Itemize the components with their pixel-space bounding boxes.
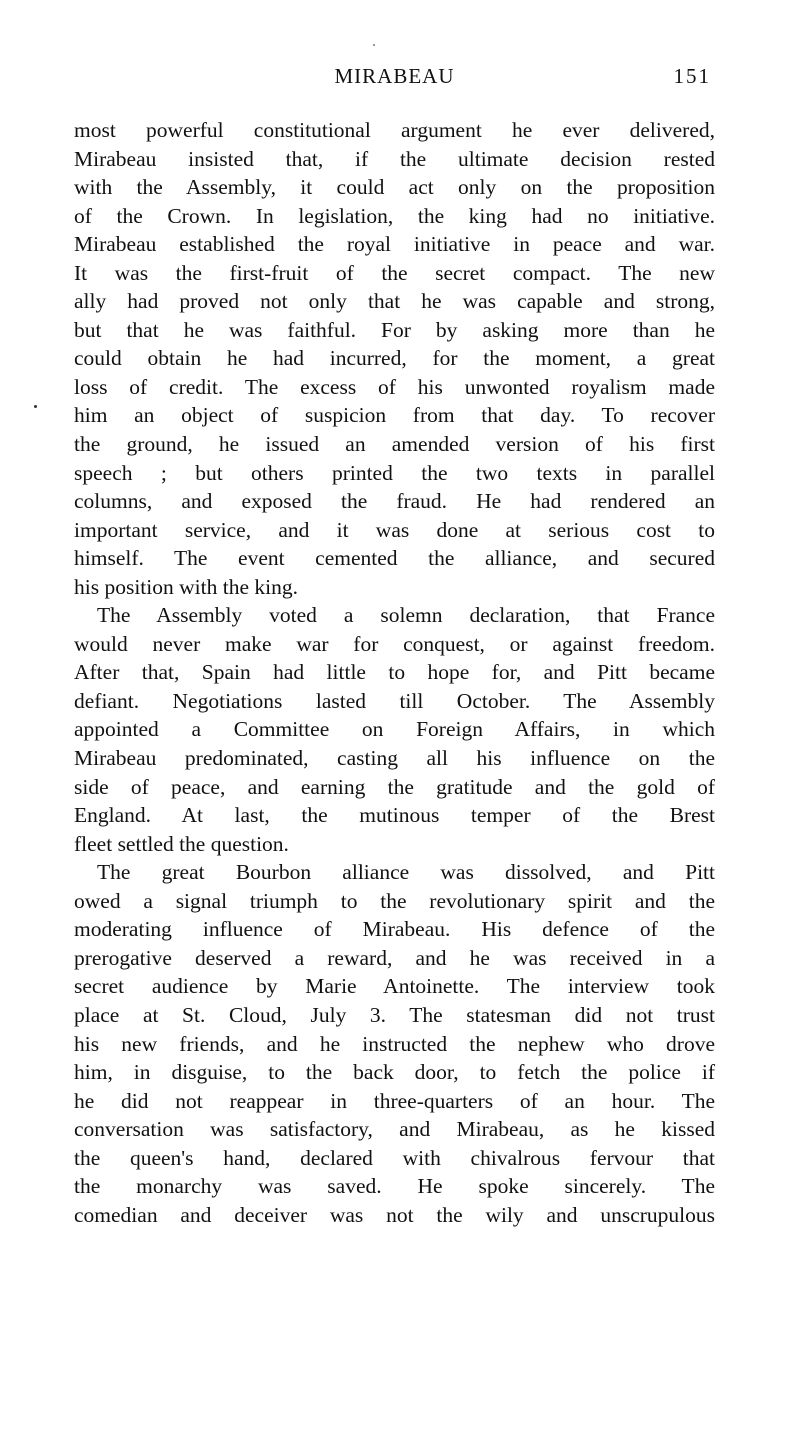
text-line: most powerful constitutional argument he ever delivered, — [74, 118, 715, 142]
text-line: The Assembly voted a solemn declaration, that France — [97, 603, 715, 628]
text-line: England. At last, the mutinous temper of the Brest — [74, 803, 715, 828]
text-line: appointed a Committee on Foreign Affairs, in which — [74, 717, 715, 742]
text-line: Mirabeau insisted that, if the ultimate decision rested — [74, 146, 715, 171]
text-line: owed a signal triumph to the revolutionary spirit and the — [74, 888, 715, 913]
page-number: 151 — [673, 64, 711, 88]
body-text — [74, 116, 715, 1229]
text-line: Mirabeau established the royal initiative in peace and war. — [74, 232, 715, 257]
text-line: comedian and deceiver was not the wily and unscrupulous — [74, 1202, 715, 1227]
text-line: him, in disguise, to the back door, to fetch the police if — [74, 1060, 715, 1085]
text-line: could obtain he had incurred, for the moment, a great — [74, 346, 715, 371]
text-line: him an object of suspicion from that day. To recover — [74, 403, 715, 428]
page-header — [74, 64, 715, 94]
text-line: with the Assembly, it could act only on the proposition — [74, 175, 715, 200]
text-line: important service, and it was done at serious cost to — [74, 517, 715, 542]
margin-mark — [34, 405, 37, 408]
text-line: columns, and exposed the fraud. He had rendered an — [74, 489, 715, 514]
text-line: ally had proved not only that he was capable and strong, — [74, 289, 715, 314]
text-line: loss of credit. The excess of his unwonted royalism made — [74, 374, 715, 399]
text-line: It was the first-fruit of the secret compact. The new — [74, 260, 715, 285]
text-line: of the Crown. In legislation, the king had no initiative. — [74, 203, 715, 228]
text-line: his position with the king. — [74, 574, 298, 599]
text-line: place at St. Cloud, July 3. The statesman did not trust — [74, 1002, 715, 1027]
text-line: After that, Spain had little to hope for, and Pitt became — [74, 660, 715, 685]
text-line: his new friends, and he instructed the nephew who drove — [74, 1031, 715, 1056]
text-line: side of peace, and earning the gratitude and the gold of — [74, 774, 715, 799]
text-line: moderating influence of Mirabeau. His defence of the — [74, 917, 715, 942]
text-line: fleet settled the question. — [74, 831, 289, 856]
text-line: would never make war for conquest, or against freedom. — [74, 631, 715, 656]
text-line: but that he was faithful. For by asking more than he — [74, 317, 715, 342]
text-line: secret audience by Marie Antoinette. The interview took — [74, 974, 715, 999]
running-title: MIRABEAU — [334, 64, 455, 88]
text-line: the queen's hand, declared with chivalrous fervour that — [74, 1145, 715, 1170]
text-line: conversation was satisfactory, and Mirabeau, as he kissed — [74, 1117, 715, 1142]
text-line: The great Bourbon alliance was dissolved, and Pitt — [97, 860, 715, 885]
text-line: prerogative deserved a reward, and he was received in a — [74, 945, 715, 970]
text-line: the ground, he issued an amended version of his first — [74, 432, 715, 457]
text-line: he did not reappear in three-quarters of an hour. The — [74, 1088, 715, 1113]
scan-speck — [373, 44, 375, 46]
text-line: the monarchy was saved. He spoke sincerely. The — [74, 1174, 715, 1199]
text-line: Mirabeau predominated, casting all his influence on the — [74, 746, 715, 771]
text-line: himself. The event cemented the alliance, and secured — [74, 546, 715, 571]
text-line: speech ; but others printed the two texts in parallel — [74, 460, 715, 485]
text-line: defiant. Negotiations lasted till October. The Assembly — [74, 688, 715, 713]
